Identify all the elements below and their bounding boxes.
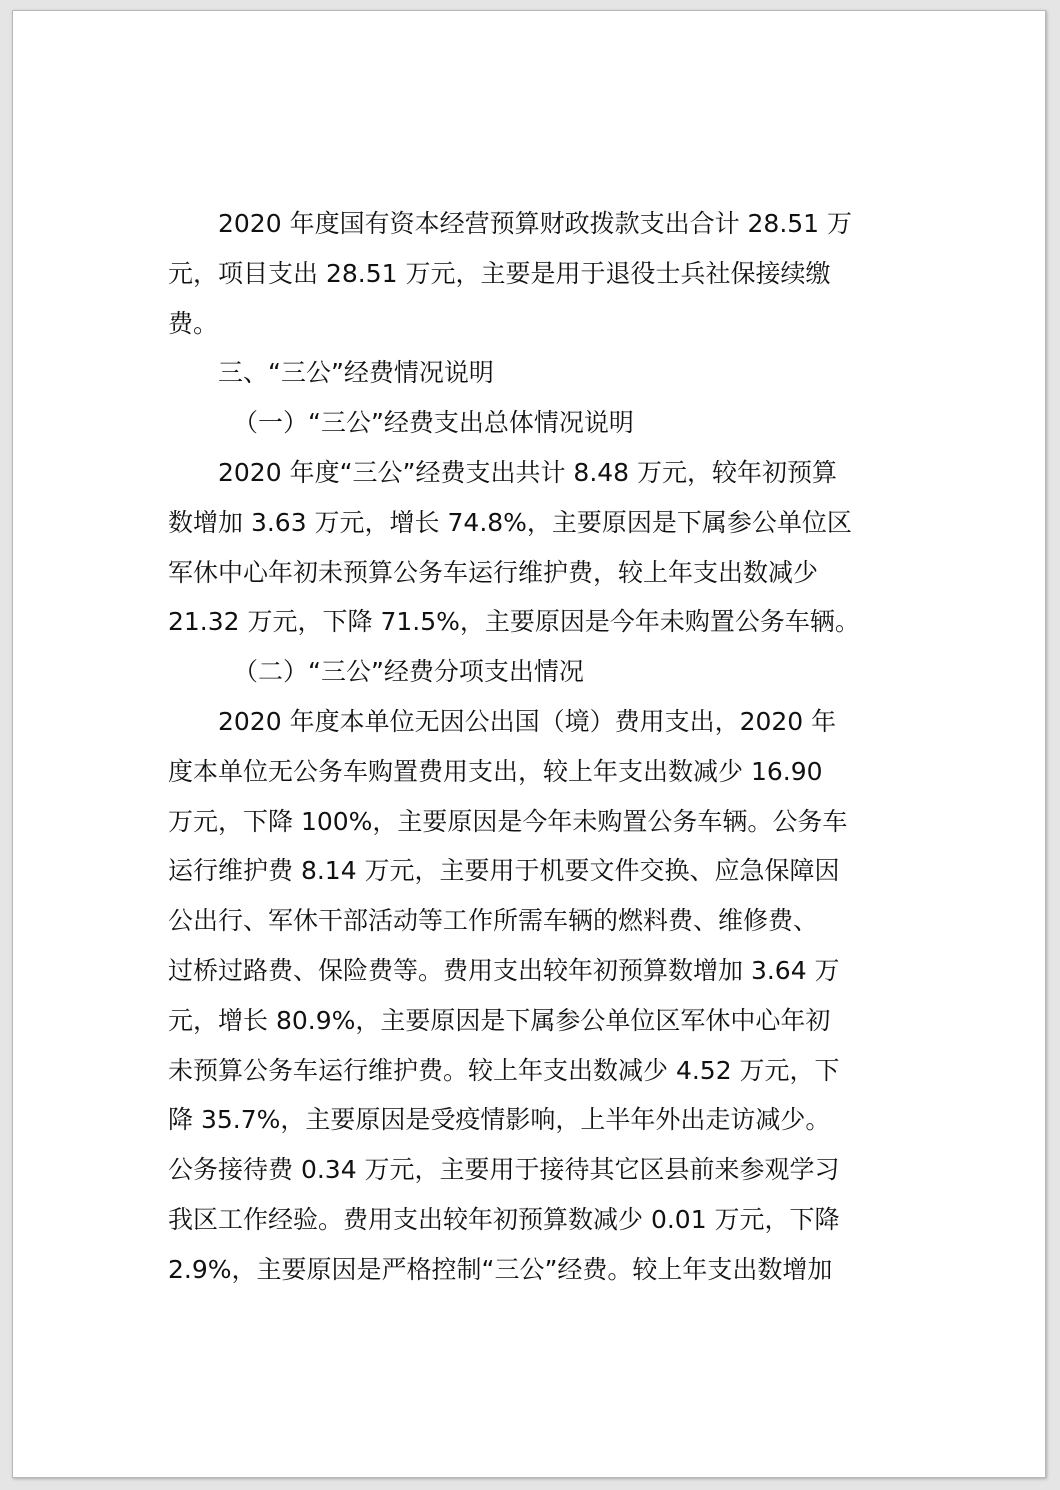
subsection-heading-2 xyxy=(168,647,913,697)
paragraph-overall xyxy=(168,448,913,647)
text-line: 未预算公务车运行维护费。较上年支出数减少 4.52 万元，下 xyxy=(168,1055,840,1085)
text-line: 公出行、军休干部活动等工作所需车辆的燃料费、维修费、 xyxy=(168,906,819,936)
text-line: 数增加 3.63 万元，增长 74.8%，主要原因是下属参公单位区 xyxy=(168,507,852,537)
paragraph-state-capital-budget xyxy=(168,199,913,348)
document-body xyxy=(168,199,913,1295)
section-heading-text: 三、“三公”经费情况说明 xyxy=(218,358,494,388)
subsection-heading-text: （一）“三公”经费支出总体情况说明 xyxy=(233,408,634,438)
text-line: 元，增长 80.9%，主要原因是下属参公单位区军休中心年初 xyxy=(168,1005,831,1035)
text-line: 度本单位无公务车购置费用支出，较上年支出数减少 16.90 xyxy=(168,756,823,786)
text-line: 军休中心年初未预算公务车运行维护费，较上年支出数减少 xyxy=(168,557,819,587)
text-line: 运行维护费 8.14 万元，主要用于机要文件交换、应急保障因 xyxy=(168,856,840,886)
text-line: 公务接待费 0.34 万元，主要用于接待其它区县前来参观学习 xyxy=(168,1155,840,1185)
text-line: 2020 年度“三公”经费支出共计 8.48 万元，较年初预算 xyxy=(218,457,838,487)
document-page xyxy=(12,10,1046,1478)
text-line: 21.32 万元，下降 71.5%，主要原因是今年未购置公务车辆。 xyxy=(168,607,860,637)
subsection-heading-1 xyxy=(168,398,913,448)
text-line: 降 35.7%，主要原因是受疫情影响，上半年外出走访减少。 xyxy=(168,1105,831,1135)
subsection-heading-text: （二）“三公”经费分项支出情况 xyxy=(233,657,584,687)
text-line: 2020 年度本单位无因公出国（境）费用支出，2020 年 xyxy=(218,706,837,736)
paragraph-itemized xyxy=(168,697,913,1295)
text-line: 元，项目支出 28.51 万元，主要是用于退役士兵社保接续缴 xyxy=(168,258,831,288)
text-line: 我区工作经验。费用支出较年初预算数减少 0.01 万元，下降 xyxy=(168,1204,840,1234)
text-line: 万元，下降 100%，主要原因是今年未购置公务车辆。公务车 xyxy=(168,806,848,836)
section-heading xyxy=(168,348,913,398)
text-line: 费。 xyxy=(168,308,219,338)
text-line: 2.9%，主要原因是严格控制“三公”经费。较上年支出数增加 xyxy=(168,1254,833,1284)
text-line: 2020 年度国有资本经营预算财政拨款支出合计 28.51 万 xyxy=(218,209,853,238)
text-line: 过桥过路费、保险费等。费用支出较年初预算数增加 3.64 万 xyxy=(168,955,840,985)
